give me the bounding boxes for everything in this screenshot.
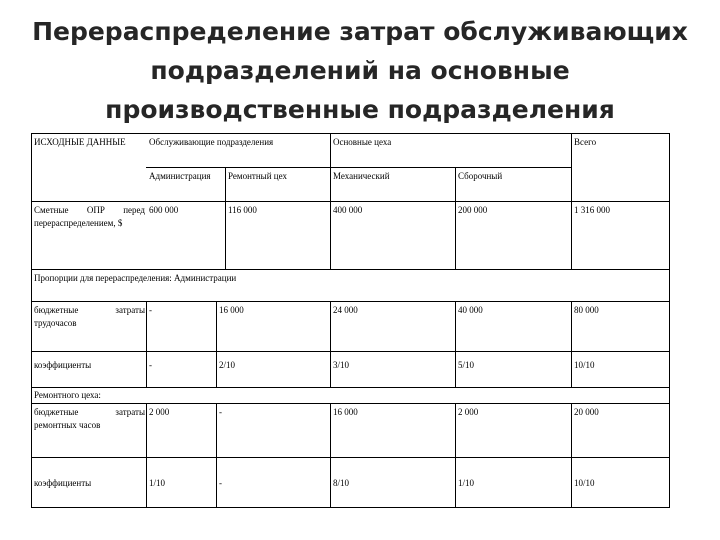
header-total: Всего (574, 137, 597, 147)
row-repair-coef-admin: 1/10 (149, 478, 166, 488)
row-admin-labor-total: 80 000 (574, 305, 599, 315)
row-admin-labor-admin: - (149, 305, 152, 315)
row-repair-hours-repair: - (219, 407, 222, 417)
header-mechanical: Механический (333, 171, 390, 181)
row-repair-coef-total: 10/10 (574, 478, 595, 488)
row-admin-coef-total: 10/10 (574, 360, 595, 370)
row-overhead-assembly: 200 000 (458, 205, 488, 215)
row-repair-hours-assembly: 2 000 (458, 407, 479, 417)
title-line-1: Перераспределение затрат обслуживающих (32, 17, 688, 46)
row-overhead-repair: 116 000 (228, 205, 257, 215)
row-repair-hours-label: бюджетные затраты ремонтных часов (34, 407, 145, 430)
header-initial-data: ИСХОДНЫЕ ДАННЫЕ (34, 137, 126, 147)
row-admin-labor-repair: 16 000 (219, 305, 244, 315)
row-admin-labor-mechanical: 24 000 (333, 305, 358, 315)
row-repair-coef-repair: - (219, 478, 222, 488)
row-admin-coef-assembly: 5/10 (458, 360, 475, 370)
title-line-3: производственные подразделения (105, 95, 615, 124)
row-overhead-label: Сметные ОПР перед перераспределением, $ (34, 205, 145, 228)
row-overhead-mechanical: 400 000 (333, 205, 363, 215)
row-admin-coef-label: коэффициенты (34, 360, 92, 370)
row-admin-coef-mechanical: 3/10 (333, 360, 350, 370)
page-title (20, 12, 700, 129)
row-repair-hours-total: 20 000 (574, 407, 599, 417)
row-admin-labor-label: бюджетные затраты трудочасов (34, 305, 145, 328)
row-overhead-total: 1 316 000 (574, 205, 610, 215)
table-border-bottom (31, 507, 670, 508)
row-repair-coef-assembly: 1/10 (458, 478, 475, 488)
section-repair-shop: Ремонтного цеха: (34, 390, 101, 400)
row-admin-coef-admin: - (149, 360, 152, 370)
header-service-departments: Обслуживающие подразделения (149, 137, 274, 147)
section-admin-proportions: Пропорции для перераспределения: Администрации (34, 273, 237, 283)
title-line-2: подразделений на основные (150, 56, 570, 85)
header-main-shops: Основные цеха (333, 137, 392, 147)
row-repair-coef-mechanical: 8/10 (333, 478, 350, 488)
row-admin-labor-assembly: 40 000 (458, 305, 483, 315)
header-assembly: Сборочный (458, 171, 503, 181)
header-repair: Ремонтный цех (228, 171, 287, 181)
row-overhead-admin: 600 000 (149, 205, 179, 215)
table-border-right (669, 133, 670, 508)
row-repair-hours-admin: 2 000 (149, 407, 170, 417)
row-repair-hours-mechanical: 16 000 (333, 407, 358, 417)
row-admin-coef-repair: 2/10 (219, 360, 236, 370)
header-admin: Администрация (149, 171, 211, 181)
row-repair-coef-label: коэффициенты (34, 478, 92, 488)
